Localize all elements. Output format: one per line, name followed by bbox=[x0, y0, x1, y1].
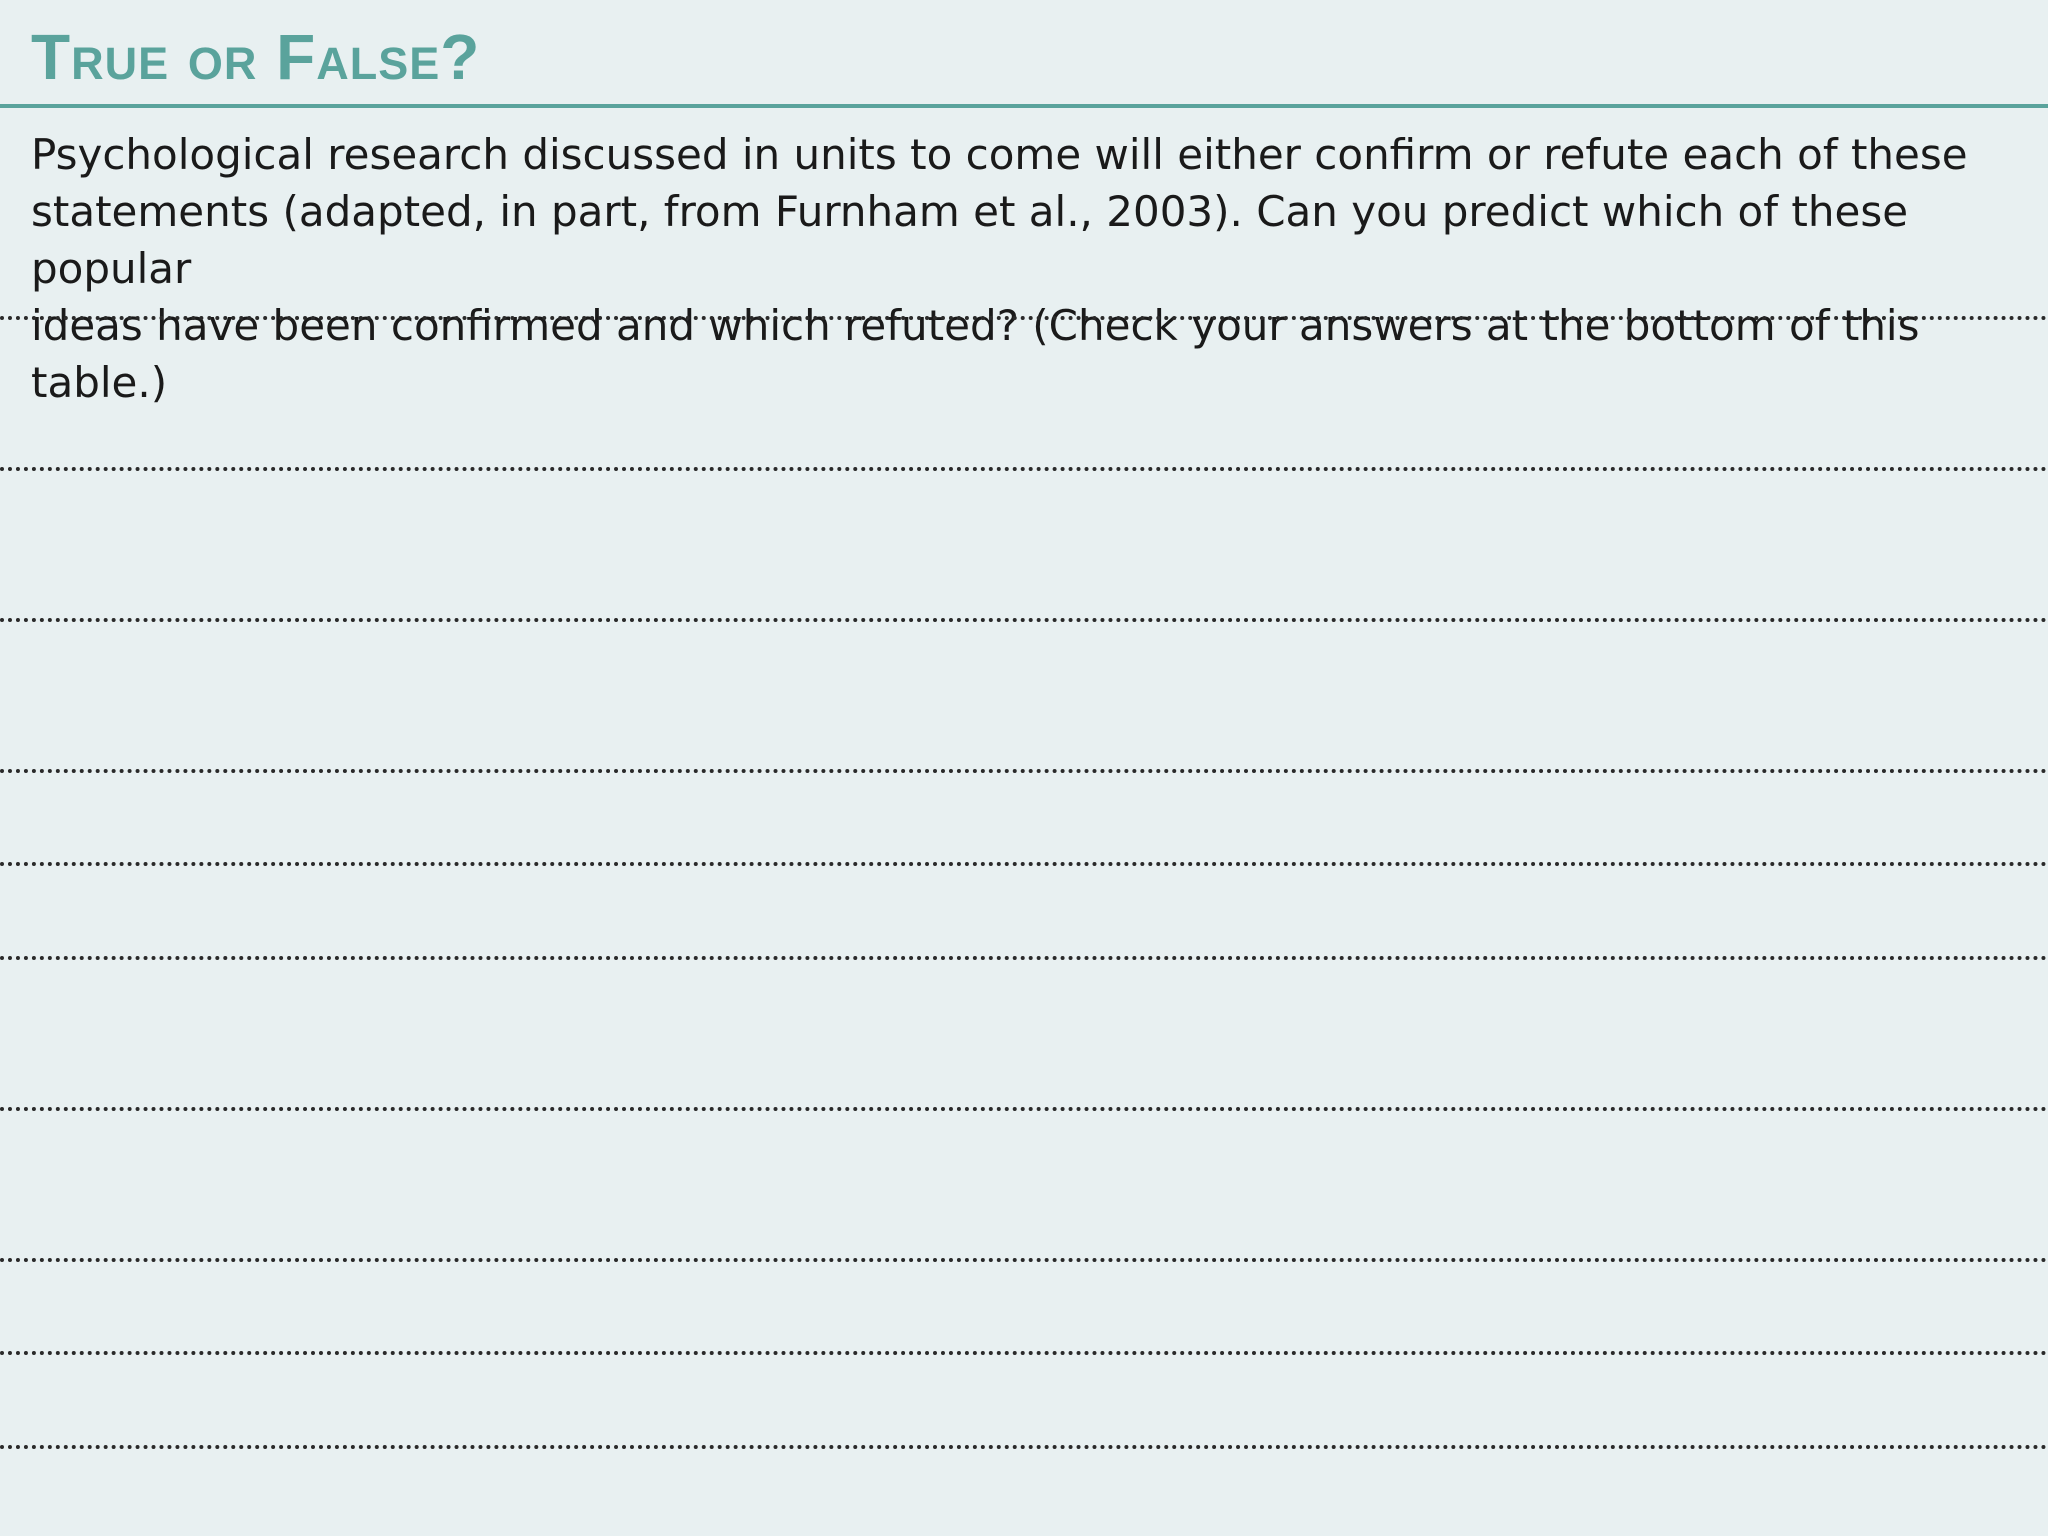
statement-row bbox=[0, 1351, 2048, 1449]
statement-row bbox=[0, 862, 2048, 956]
title-bar bbox=[0, 0, 2048, 108]
statement-row bbox=[0, 1258, 2048, 1351]
statement-row bbox=[0, 467, 2048, 618]
section-title: True or False? bbox=[31, 21, 481, 93]
statement-row bbox=[0, 769, 2048, 862]
statement-row bbox=[0, 1107, 2048, 1258]
statement-row bbox=[0, 618, 2048, 769]
intro-paragraph: Psychological research discussed in units to come will either confirm or refute each of these statements (adapted, in part, from Furnham et al., 2003). Can you predict which of these popular ideas have been confirmed and which refuted? (Check your answers at the bottom of this table.) bbox=[31, 130, 1968, 407]
statement-row bbox=[0, 956, 2048, 1107]
